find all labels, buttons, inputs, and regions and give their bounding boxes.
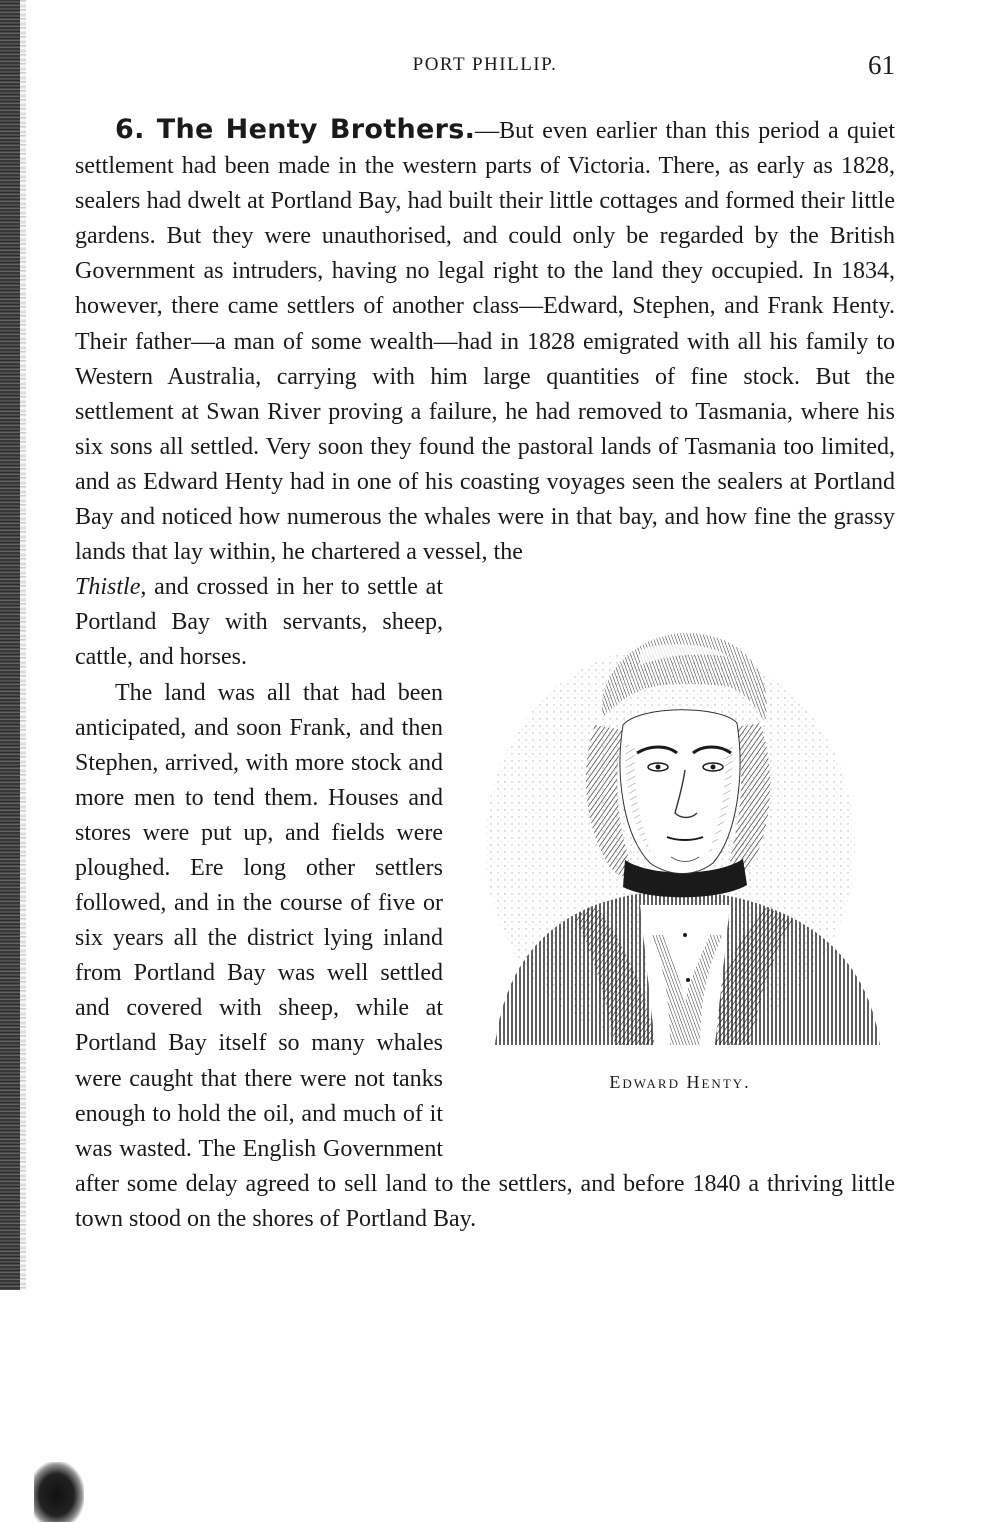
section-title: The Henty Brothers. — [156, 114, 476, 145]
paragraph-henty-brothers — [75, 112, 895, 570]
paragraph-settlement: The land was all that had been anticipated, and soon Frank, and then Stephen, arrived, with more stock and more men to tend them. Houses and stores were put up, and fields were ploughed. Ere long other settlers followed, and in the course of five or six years all the district lying inland from Portland Bay was well settled and covered with sheep, while at Portland Bay itself so many whales were caught that there were not tanks enough to hold the oil, and much of it was wasted. The English Government after some delay agreed to sell land to the settlers, and before 1840 a thriving little town stood on the shores of Portland Bay. — [75, 679, 895, 1232]
section-heading — [115, 114, 475, 145]
portrait-engraving — [475, 605, 895, 1055]
section-number: 6. — [115, 114, 145, 145]
portrait-figure — [465, 605, 895, 1150]
body-text — [75, 112, 895, 1237]
button — [683, 933, 687, 937]
paragraph-1-text-a: —But even earlier than this period a quiet settlement had been made in the western parts of Victoria. There, as early as 1828, sealers had dwelt at Portland Bay, had built their little cottages and formed their little gardens. But they were unauthorised, and could only be regarded by the British Government as intruders, having no legal right to the land they occupied. In 1834, however, there came settlers of another class—Edward, Stephen, and Frank Henty. Their father—a man of some wealth—had in 1828 emigrated with all his family to Western Australia, carrying with him large quantities of fine stock. But the settlement at Swan River proving a failure, he had removed to Tasmania, where his six sons all settled. Very soon they found the pastoral lands of Tasmania too limited, and as Edward Henty had in one of his coasting voyages seen the sealers at Portland Bay and noticed how numerous the whales were in that bay, and how fine the grassy lands that lay within, he chartered a vessel, the — [75, 118, 896, 566]
scan-binding-edge — [0, 0, 20, 1290]
paragraph-1-text-b: , and crossed in her to settle at Portland Bay with servants, sheep, cattle, and horses. — [75, 574, 443, 671]
pupil-right — [711, 765, 716, 770]
ship-name: Thistle — [75, 574, 141, 601]
pupil-left — [656, 765, 661, 770]
page-number: 61 — [868, 50, 895, 80]
running-head — [75, 50, 895, 84]
portrait-caption: Edward Henty. — [609, 1072, 751, 1093]
running-title: PORT PHILLIP. — [412, 54, 558, 75]
scan-ink-blot — [34, 1462, 84, 1522]
button — [686, 978, 690, 982]
